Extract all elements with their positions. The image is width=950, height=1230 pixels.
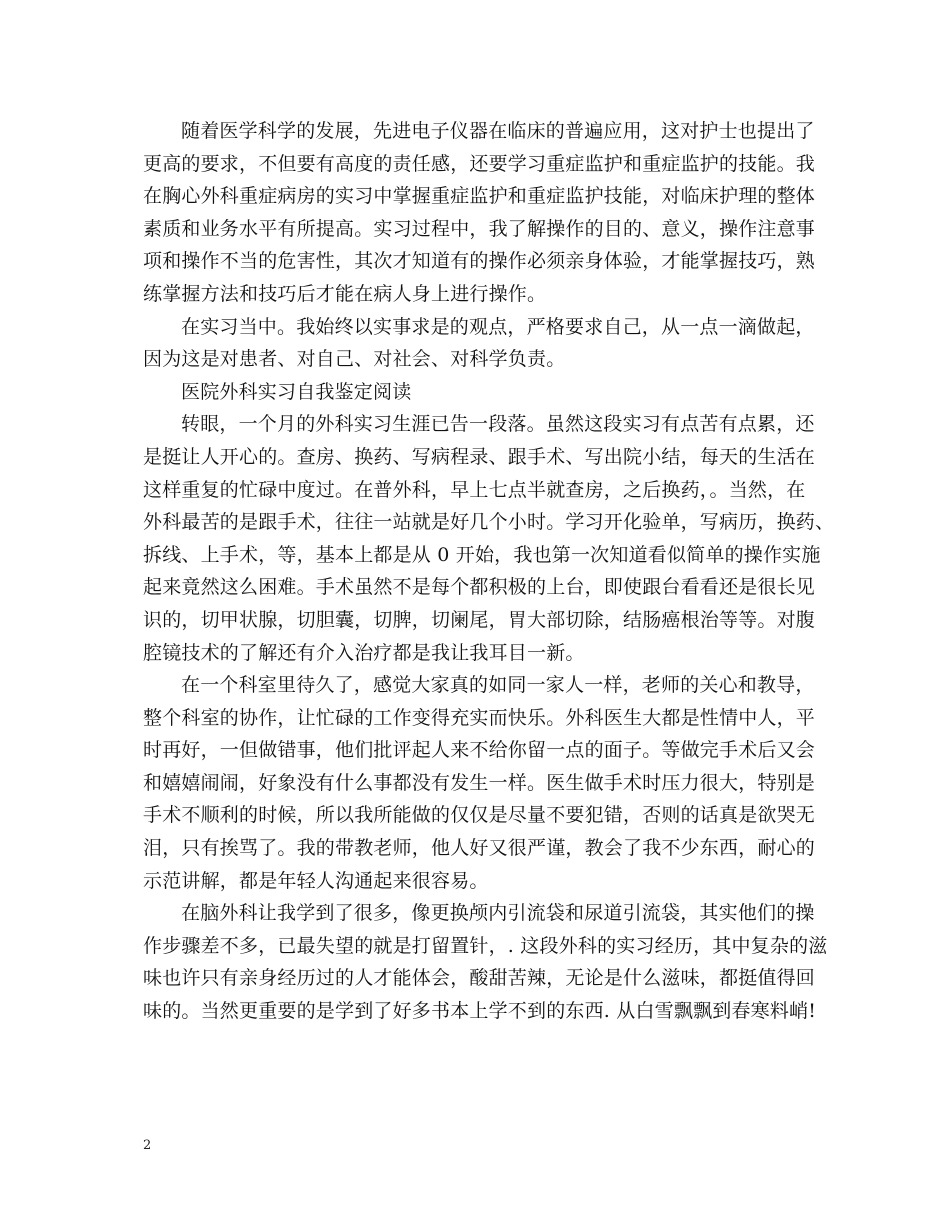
document-body — [143, 115, 835, 1028]
text-line: 练掌握方法和技巧后才能在病人身上进行操作。 — [143, 282, 547, 305]
text-line: 整个科室的协作，让忙碌的工作变得充实而快乐。外科医生大都是性情中人，平 — [143, 706, 816, 729]
text-line: 泪，只有挨骂了。我的带教老师，他人好又很严谨，教会了我不少东西，耐心的 — [143, 837, 816, 860]
page-number: 2 — [143, 1138, 152, 1153]
text-line: 时再好，一但做错事，他们批评起人来不给你留一点的面子。等做完手术后又会 — [143, 739, 816, 762]
text-line: 味也许只有亲身经历过的人才能体会，酸甜苦辣，无论是什么滋味，都挺值得回 — [143, 967, 816, 990]
text-line: 味的。当然更重要的是学到了好多书本上学不到的东西. 从白雪飘飘到春寒料峭! — [143, 1000, 817, 1023]
text-line: 在脑外科让我学到了很多，像更换颅内引流袋和尿道引流袋，其实他们的操 — [181, 902, 815, 925]
text-line: 转眼，一个月的外科实习生涯已告一段落。虽然这段实习有点苦有点累，还 — [181, 413, 815, 436]
text-line: 是挺让人开心的。查房、换药、写病程录、跟手术、写出院小结，每天的生活在 — [143, 445, 816, 468]
text-line: 因为这是对患者、对自己、对社会、对科学负责。 — [143, 348, 566, 371]
text-line: 示范讲解，都是年轻人沟通起来很容易。 — [143, 869, 489, 892]
text-line: 和嬉嬉闹闹，好象没有什么事都没有发生一样。医生做手术时压力很大，特别是 — [143, 771, 816, 794]
text-line: 随着医学科学的发展，先进电子仪器在临床的普遍应用，这对护士也提出了 — [181, 120, 815, 142]
text-line: 作步骤差不多，已最失望的就是打留置针，. 这段外科的实习经历，其中复杂的滋 — [143, 934, 828, 957]
text-line: 这样重复的忙碌中度过。在普外科，早上七点半就查房，之后换药，。当然，在 — [143, 478, 806, 501]
text-line: 手术不顺利的时候，所以我所能做的仅仅是尽量不要犯错，否则的话真是欲哭无 — [143, 804, 816, 827]
text-line: 起来竟然这么困难。手术虽然不是每个都积极的上台，即使跟台看看还是很长见 — [143, 576, 816, 599]
text-line: 在胸心外科重症病房的实习中掌握重症监护和重症监护技能，对临床护理的整体 — [143, 185, 816, 208]
text-line: 素质和业务水平有所提高。实习过程中，我了解操作的目的、意义，操作注意事 — [143, 217, 816, 240]
text-line: 更高的要求，不但要有高度的责任感，还要学习重症监护和重症监护的技能。我 — [143, 152, 816, 175]
text-line: 在实习当中。我始终以实事求是的观点，严格要求自己，从一点一滴做起， — [181, 315, 815, 338]
text-line: 腔镜技术的了解还有介入治疗都是我让我耳目一新。 — [143, 641, 585, 664]
text-line: 在一个科室里待久了，感觉大家真的如同一家人一样，老师的关心和教导， — [181, 674, 815, 697]
text-line: 外科最苦的是跟手术，往往一站就是好几个小时。学习开化验单，写病历，换药、 — [143, 511, 835, 534]
text-line: 识的，切甲状腺，切胆囊，切脾，切阑尾，胃大部切除，结肠癌根治等等。对腹 — [143, 608, 816, 631]
text-line: 项和操作不当的危害性，其次才知道有的操作必须亲身体验，才能掌握技巧，熟 — [143, 250, 816, 273]
text-line: 医院外科实习自我鉴定阅读 — [181, 380, 412, 403]
text-line: 拆线、上手术，等，基本上都是从 0 开始，我也第一次知道看似简单的操作实施 — [143, 543, 821, 566]
